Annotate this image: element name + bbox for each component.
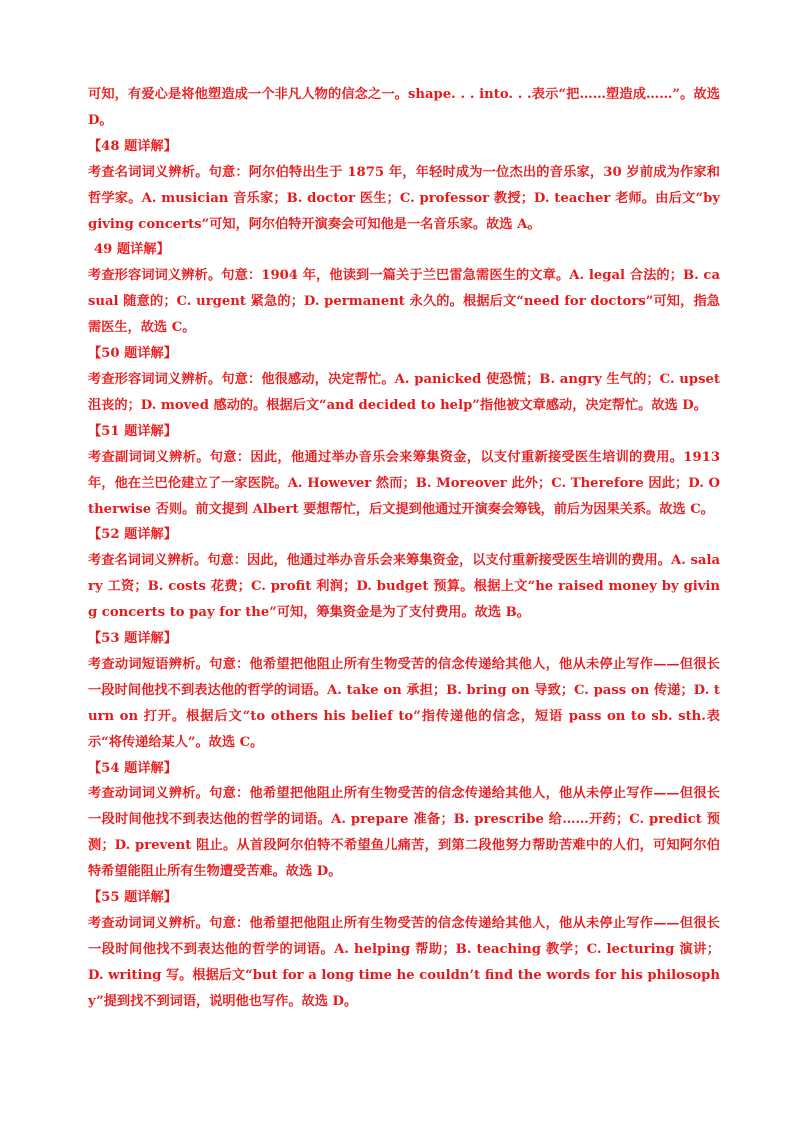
section-body: 考查名词词义辨析。句意：阿尔伯特出生于 1875 年，年轻时成为一位杰出的音乐家，30 岁前成为作家和哲学家。A. musician 音乐家；B. doctor 医生；C. professor 教授；D. teacher 老师。由后文“by giving concerts”可知，阿尔伯特开演奏会可知他是一名音乐家。故选 A。	[88, 164, 720, 232]
section-heading: 【54 题详解】	[88, 760, 177, 776]
section-body: 考查动词词义辨析。句意：他希望把他阻止所有生物受苦的信念传递给其他人，他从未停止写作——但很长一段时间他找不到表达他的哲学的词语。A. helping 帮助；B. teaching 教学；C. lecturing 演讲；D. writing 写。根据后文“but for a long time he couldn’t find the words for his philosophy”提到找不到词语，说明他也写作。故选 D。	[88, 916, 720, 1009]
section-heading: 【51 题详解】	[88, 423, 177, 439]
section-heading: 49 题详解】	[94, 242, 170, 258]
section-heading: 【53 题详解】	[88, 631, 177, 647]
section-54	[88, 756, 720, 886]
section-body: 考查动词词义辨析。句意：他希望把他阻止所有生物受苦的信念传递给其他人，他从未停止写作——但很长一段时间他找不到表达他的哲学的词语。A. prepare 准备；B. prescribe 给……开药；C. predict 预测；D. prevent 阻止。从首段阿尔伯特不希望鱼儿痛苦，到第二段他努力帮助苦难中的人们，可知阿尔伯特希望能阻止所有生物遭受苦难。故选 D。	[88, 786, 720, 880]
section-heading: 【55 题详解】	[88, 890, 177, 906]
document-page	[88, 82, 720, 1015]
section-body: 考查副词词义辨析。句意：因此，他通过举办音乐会来筹集资金，以支付重新接受医生培训的费用。1913 年，他在兰巴伦建立了一家医院。A. However 然而；B. Moreover 此外；C. Therefore 因此；D. Otherwise 否则。前文提到 Albert 要想帮忙，后文提到他通过开演奏会筹钱，前后为因果关系。故选 C。	[88, 449, 720, 517]
section-body: 考查形容词词义辨析。句意：他很感动，决定帮忙。A. panicked 使恐慌；B. angry 生气的；C. upset 沮丧的；D. moved 感动的。根据后文“and decided to help”指他被文章感动，决定帮忙。故选 D。	[88, 371, 720, 413]
section-heading: 【50 题详解】	[88, 346, 177, 362]
section-48	[88, 134, 720, 238]
section-50	[88, 341, 720, 419]
section-53	[88, 626, 720, 756]
section-body: 考查形容词词义辨析。句意：1904 年，他读到一篇关于兰巴雷急需医生的文章。A. legal 合法的；B. casual 随意的；C. urgent 紧急的；D. permanent 永久的。根据后文“need for doctors”可知，指急需医生，故选 C。	[88, 268, 720, 336]
section-51	[88, 419, 720, 523]
intro-paragraph: 可知，有爱心是将他塑造成一个非凡人物的信念之一。shape. . . into. . .表示“把……塑造成……”。故选 D。	[88, 87, 720, 128]
section-55	[88, 885, 720, 1015]
section-heading: 【48 题详解】	[88, 138, 177, 154]
section-49	[88, 237, 720, 341]
section-52	[88, 522, 720, 626]
section-heading: 【52 题详解】	[88, 527, 177, 543]
section-body: 考查名词词义辨析。句意：因此，他通过举办音乐会来筹集资金，以支付重新接受医生培训的费用。A. salary 工资；B. costs 花费；C. profit 利润；D. budget 预算。根据上文“he raised money by giving concerts to pay for the”可知，筹集资金是为了支付费用。故选 B。	[88, 553, 720, 621]
section-body: 考查动词短语辨析。句意：他希望把他阻止所有生物受苦的信念传递给其他人，他从未停止写作——但很长一段时间他找不到表达他的哲学的词语。A. take on 承担；B. bring on 导致；C. pass on 传递；D. turn on 打开。根据后文“to others his belief to”指传递他的信念，短语 pass on to sb. sth.表示“将传递给某人”。故选 C。	[88, 656, 720, 750]
